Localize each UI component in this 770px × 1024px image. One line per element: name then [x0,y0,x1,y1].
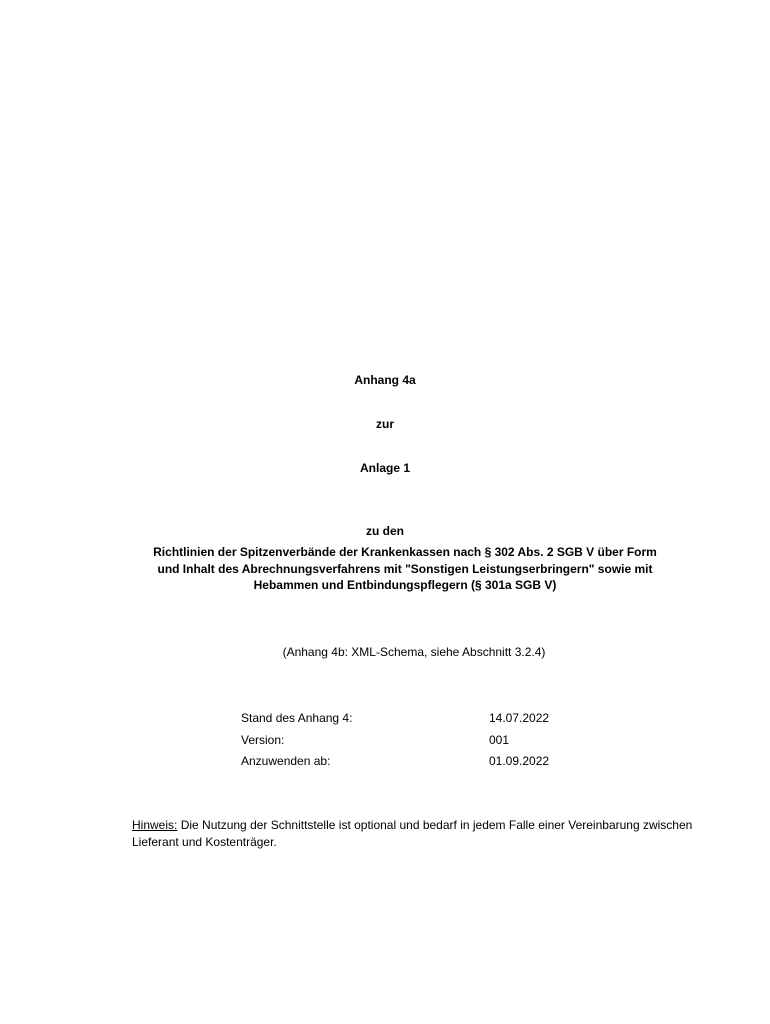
attachment-heading: Anlage 1 [359,461,410,475]
meta-value: 001 [489,732,510,747]
hint-paragraph [132,817,712,851]
meta-value: 14.07.2022 [489,711,550,725]
hint-text: Die Nutzung der Schnittstelle ist optional und bedarf in jedem Falle einer Vereinbarung zwischen Lieferant und Kostenträger. [132,818,693,849]
document-title [110,544,700,594]
meta-row-status [241,708,549,730]
annex-heading: Anhang 4a [354,373,416,387]
annex-b-note: (Anhang 4b: XML-Schema, siehe Abschnitt 3.2.4) [282,645,546,659]
title-line: Hebammen und Entbindungspflegern (§ 301a SGB V) [253,578,557,592]
meta-value: 01.09.2022 [489,754,550,768]
document-metadata [241,708,549,773]
hint-label: Hinweis: [132,818,178,832]
title-line: und Inhalt des Abrechnungsverfahrens mit "Sonstigen Leistungserbringern" sowie mit [157,561,653,576]
meta-label: Stand des Anhang 4: [241,711,353,725]
meta-label: Version: [241,732,285,747]
connector-zu-den: zu den [366,524,404,538]
meta-row-version [241,730,549,752]
title-line: Richtlinien der Spitzenverbände der Krankenkassen nach § 302 Abs. 2 SGB V über Form [153,545,657,559]
meta-label: Anzuwenden ab: [241,754,331,768]
meta-row-effective-date [241,751,549,773]
connector-zur: zur [376,417,394,431]
